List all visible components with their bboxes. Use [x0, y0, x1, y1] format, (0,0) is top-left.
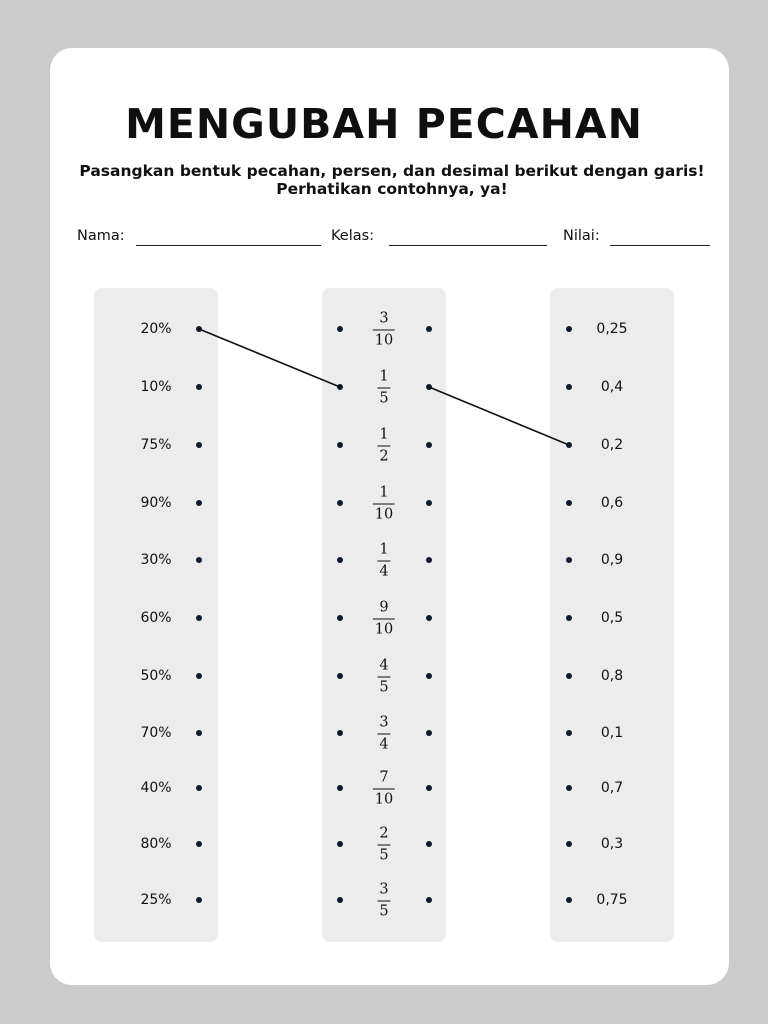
percent-item: 75% [140, 437, 172, 453]
fraction-numerator: 9 [379, 599, 389, 616]
fraction-bar [377, 845, 390, 846]
decimal-dot[interactable] [566, 442, 572, 448]
fraction-numerator: 1 [379, 426, 389, 443]
fraction-numerator: 3 [379, 714, 389, 731]
percent-dot[interactable] [196, 785, 202, 791]
percent-dot[interactable] [196, 897, 202, 903]
percent-item: 40% [140, 780, 172, 796]
fraction-bar [377, 734, 390, 735]
fraction-item [377, 370, 390, 407]
percent-dot[interactable] [196, 326, 202, 332]
fraction-item [377, 883, 390, 920]
percent-dot[interactable] [196, 730, 202, 736]
fraction-numerator: 3 [379, 310, 389, 327]
fraction-right-dot[interactable] [426, 557, 432, 563]
percent-dot[interactable] [196, 442, 202, 448]
percent-item: 25% [140, 892, 172, 908]
decimal-item: 0,7 [600, 780, 624, 796]
fraction-left-dot[interactable] [337, 730, 343, 736]
fraction-left-dot[interactable] [337, 841, 343, 847]
fraction-denominator: 4 [379, 563, 389, 580]
fraction-bar [377, 446, 390, 447]
fraction-item [373, 771, 395, 808]
instruction-line-1: Pasangkan bentuk pecahan, persen, dan desimal berikut dengan garis! [79, 162, 705, 180]
fraction-bar [373, 619, 395, 620]
nilai-input-line[interactable] [610, 245, 710, 246]
fraction-bar [377, 561, 390, 562]
fraction-right-dot[interactable] [426, 730, 432, 736]
fraction-numerator: 2 [379, 825, 389, 842]
fraction-right-dot[interactable] [426, 500, 432, 506]
fraction-denominator: 5 [379, 679, 389, 696]
nama-input-line[interactable] [136, 245, 321, 246]
kelas-label: Kelas: [331, 228, 375, 244]
decimal-item: 0,1 [600, 725, 624, 741]
fraction-denominator: 5 [379, 847, 389, 864]
percent-item: 60% [140, 610, 172, 626]
decimal-item: 0,4 [600, 379, 624, 395]
fraction-denominator: 5 [379, 390, 389, 407]
fraction-denominator: 2 [379, 448, 389, 465]
fraction-bar [373, 330, 395, 331]
nama-label: Nama: [77, 228, 125, 244]
fraction-denominator: 10 [374, 332, 394, 349]
fraction-item [377, 659, 390, 696]
percent-item: 70% [140, 725, 172, 741]
fraction-left-dot[interactable] [337, 615, 343, 621]
fraction-bar [377, 677, 390, 678]
fraction-right-dot[interactable] [426, 673, 432, 679]
fraction-bar [377, 901, 390, 902]
worksheet-title: MENGUBAH PECAHAN [125, 100, 643, 148]
fraction-item [373, 312, 395, 349]
decimal-item: 0,3 [600, 836, 624, 852]
fraction-right-dot[interactable] [426, 897, 432, 903]
decimal-item: 0,9 [600, 552, 624, 568]
decimal-item: 0,75 [596, 892, 628, 908]
decimal-dot[interactable] [566, 785, 572, 791]
decimal-dot[interactable] [566, 326, 572, 332]
fraction-denominator: 5 [379, 903, 389, 920]
decimal-dot[interactable] [566, 384, 572, 390]
fraction-bar [373, 504, 395, 505]
fraction-item [373, 601, 395, 638]
fraction-left-dot[interactable] [337, 326, 343, 332]
fraction-numerator: 7 [379, 769, 389, 786]
decimal-dot[interactable] [566, 557, 572, 563]
decimal-item: 0,8 [600, 668, 624, 684]
percent-item: 90% [140, 495, 172, 511]
decimal-dot[interactable] [566, 730, 572, 736]
percent-item: 80% [140, 836, 172, 852]
fraction-numerator: 4 [379, 657, 389, 674]
fraction-item [377, 428, 390, 465]
decimal-dot[interactable] [566, 897, 572, 903]
decimal-dot[interactable] [566, 841, 572, 847]
fraction-item [373, 486, 395, 523]
instructions [0, 162, 768, 198]
fraction-numerator: 3 [379, 881, 389, 898]
instruction-line-2: Perhatikan contohnya, ya! [276, 180, 508, 198]
fraction-right-dot[interactable] [426, 384, 432, 390]
fraction-denominator: 10 [374, 621, 394, 638]
fraction-right-dot[interactable] [426, 326, 432, 332]
fraction-bar [373, 789, 395, 790]
percent-item: 50% [140, 668, 172, 684]
percent-item: 10% [140, 379, 172, 395]
fraction-left-dot[interactable] [337, 897, 343, 903]
fraction-numerator: 1 [379, 368, 389, 385]
fraction-item [377, 827, 390, 864]
fraction-left-dot[interactable] [337, 673, 343, 679]
percent-dot[interactable] [196, 841, 202, 847]
percent-dot[interactable] [196, 500, 202, 506]
fraction-right-dot[interactable] [426, 785, 432, 791]
decimal-item: 0,5 [600, 610, 624, 626]
fraction-denominator: 4 [379, 736, 389, 753]
fraction-denominator: 10 [374, 791, 394, 808]
kelas-input-line[interactable] [389, 245, 547, 246]
fraction-right-dot[interactable] [426, 442, 432, 448]
fraction-numerator: 1 [379, 541, 389, 558]
fraction-bar [377, 388, 390, 389]
percent-item: 20% [140, 321, 172, 337]
percent-item: 30% [140, 552, 172, 568]
percent-dot[interactable] [196, 384, 202, 390]
fraction-right-dot[interactable] [426, 841, 432, 847]
decimal-dot[interactable] [566, 615, 572, 621]
fraction-left-dot[interactable] [337, 785, 343, 791]
percent-dot[interactable] [196, 615, 202, 621]
fraction-denominator: 10 [374, 506, 394, 523]
fraction-left-dot[interactable] [337, 557, 343, 563]
fraction-left-dot[interactable] [337, 500, 343, 506]
percent-dot[interactable] [196, 673, 202, 679]
fraction-left-dot[interactable] [337, 442, 343, 448]
decimal-item: 0,2 [600, 437, 624, 453]
fraction-numerator: 1 [379, 484, 389, 501]
decimal-item: 0,6 [600, 495, 624, 511]
fraction-item [377, 716, 390, 753]
decimal-dot[interactable] [566, 673, 572, 679]
decimal-dot[interactable] [566, 500, 572, 506]
decimal-item: 0,25 [596, 321, 628, 337]
fraction-item [377, 543, 390, 580]
percent-dot[interactable] [196, 557, 202, 563]
fraction-left-dot[interactable] [337, 384, 343, 390]
nilai-label: Nilai: [563, 228, 600, 244]
fraction-right-dot[interactable] [426, 615, 432, 621]
